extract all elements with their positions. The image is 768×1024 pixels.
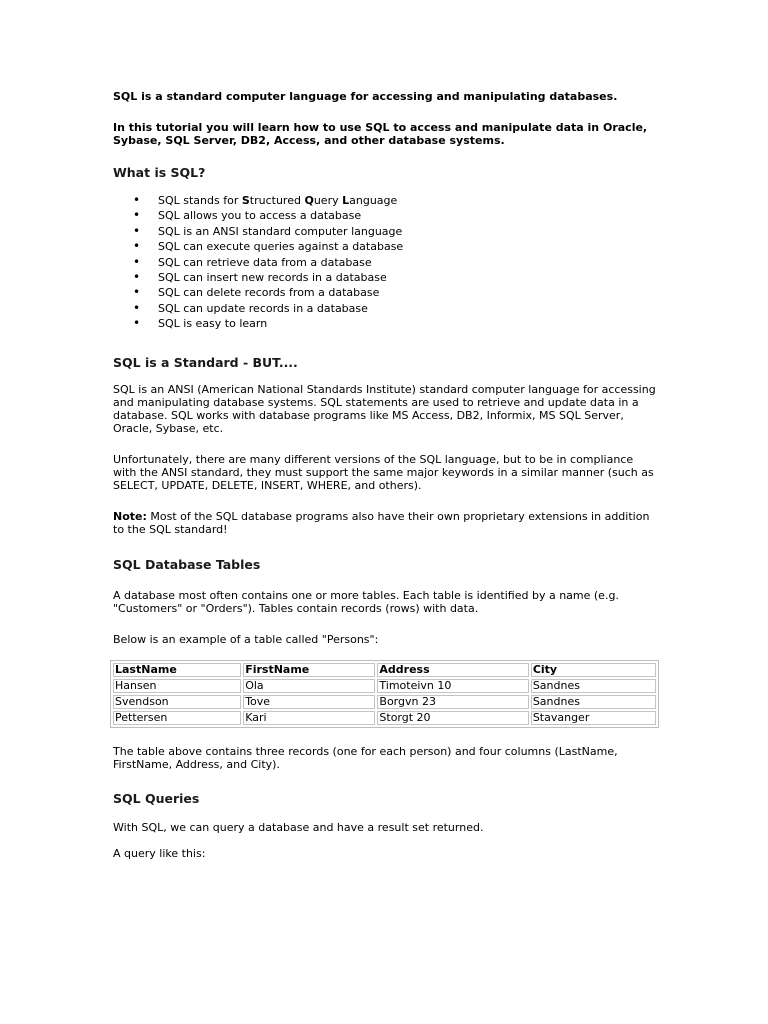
tables-paragraph-1: A database most often contains one or more tables. Each table is identified by a name (e.g. "Customers" or "Orders"). Tables contain records (rows) with data. bbox=[113, 588, 619, 615]
heading-sql-queries: SQL Queries bbox=[113, 790, 200, 806]
column-header: Address bbox=[377, 663, 528, 677]
bullet-icon: • bbox=[133, 193, 141, 207]
table-row bbox=[113, 711, 656, 725]
column-header: LastName bbox=[113, 663, 241, 677]
bullet-icon: • bbox=[133, 223, 141, 238]
table-cell: Timoteivn 10 bbox=[377, 679, 528, 693]
persons-table bbox=[110, 660, 659, 728]
tables-paragraph-3: The table above contains three records (one for each person) and four columns (LastName, FirstName, Address, and City). bbox=[113, 744, 618, 771]
list-item: • SQL can delete records from a database bbox=[133, 285, 380, 300]
table-header-row bbox=[113, 663, 656, 677]
column-header: City bbox=[531, 663, 656, 677]
table-cell: Tove bbox=[243, 695, 375, 709]
table-cell: Hansen bbox=[113, 679, 241, 693]
note-label: Note: bbox=[113, 509, 147, 523]
separator-mark: . bbox=[113, 776, 115, 784]
document-page bbox=[113, 90, 658, 860]
table-row bbox=[113, 679, 656, 693]
list-item: • SQL allows you to access a database bbox=[133, 208, 362, 223]
bullet-icon: • bbox=[133, 239, 141, 254]
bullet-icon: • bbox=[133, 300, 141, 315]
table-cell: Ola bbox=[243, 679, 375, 693]
table-cell: Sandnes bbox=[531, 679, 656, 693]
separator-mark: . bbox=[113, 540, 115, 548]
what-is-sql-list bbox=[113, 193, 658, 332]
separator-mark: . bbox=[113, 338, 115, 346]
table-cell: Borgvn 23 bbox=[377, 695, 528, 709]
list-item: • SQL can retrieve data from a database bbox=[133, 254, 372, 269]
bullet-icon: • bbox=[133, 285, 141, 300]
intro-line-2: In this tutorial you will learn how to use SQL to access and manipulate data in Oracle, Sybase, SQL Server, DB2, Access, and other database systems. bbox=[113, 121, 648, 147]
table-row bbox=[113, 695, 656, 709]
table-cell: Pettersen bbox=[113, 711, 241, 725]
list-item: • SQL is easy to learn bbox=[133, 316, 268, 331]
heading-sql-standard: SQL is a Standard - BUT.... bbox=[113, 354, 298, 370]
table-cell: Sandnes bbox=[531, 695, 656, 709]
table-cell: Stavanger bbox=[531, 711, 656, 725]
tables-paragraph-2: Below is an example of a table called "Persons": bbox=[113, 632, 379, 646]
heading-what-is-sql: What is SQL? bbox=[113, 165, 206, 180]
note-text: Most of the SQL database programs also have their own proprietary extensions in addition to the SQL standard! bbox=[113, 509, 650, 536]
queries-paragraph-2: A query like this: bbox=[113, 846, 206, 860]
list-item: • SQL can execute queries against a database bbox=[133, 239, 404, 254]
bullet-icon: • bbox=[133, 208, 141, 223]
queries-paragraph-1: With SQL, we can query a database and have a result set returned. bbox=[113, 820, 484, 834]
bullet-icon: • bbox=[133, 254, 141, 269]
bullet-icon: • bbox=[133, 316, 141, 331]
bullet-icon: • bbox=[133, 269, 141, 284]
note-paragraph bbox=[113, 510, 658, 536]
intro-line-1: SQL is a standard computer language for accessing and manipulating databases. bbox=[113, 90, 618, 103]
standard-paragraph-2: Unfortunately, there are many different versions of the SQL language, but to be in compliance with the ANSI standard, they must support the same major keywords in a similar manner (such as SELECT, UPDATE, DELETE, INSERT, WHERE, and others). bbox=[113, 452, 654, 492]
table-cell: Svendson bbox=[113, 695, 241, 709]
heading-sql-database-tables: SQL Database Tables bbox=[113, 556, 261, 572]
list-item: • SQL can insert new records in a database bbox=[133, 269, 387, 284]
list-item: • SQL stands for Structured Query Language bbox=[133, 193, 398, 207]
table-cell: Storgt 20 bbox=[377, 711, 528, 725]
standard-paragraph-1: SQL is an ANSI (American National Standards Institute) standard computer language for accessing and manipulating database systems. SQL statements are used to retrieve and update data in a database. SQL works with database programs like MS Access, DB2, Informix, MS SQL Server, Oracle, Sybase, etc. bbox=[113, 382, 656, 435]
list-item: • SQL is an ANSI standard computer language bbox=[133, 223, 403, 238]
list-item: • SQL can update records in a database bbox=[133, 300, 368, 315]
column-header: FirstName bbox=[243, 663, 375, 677]
table-cell: Kari bbox=[243, 711, 375, 725]
